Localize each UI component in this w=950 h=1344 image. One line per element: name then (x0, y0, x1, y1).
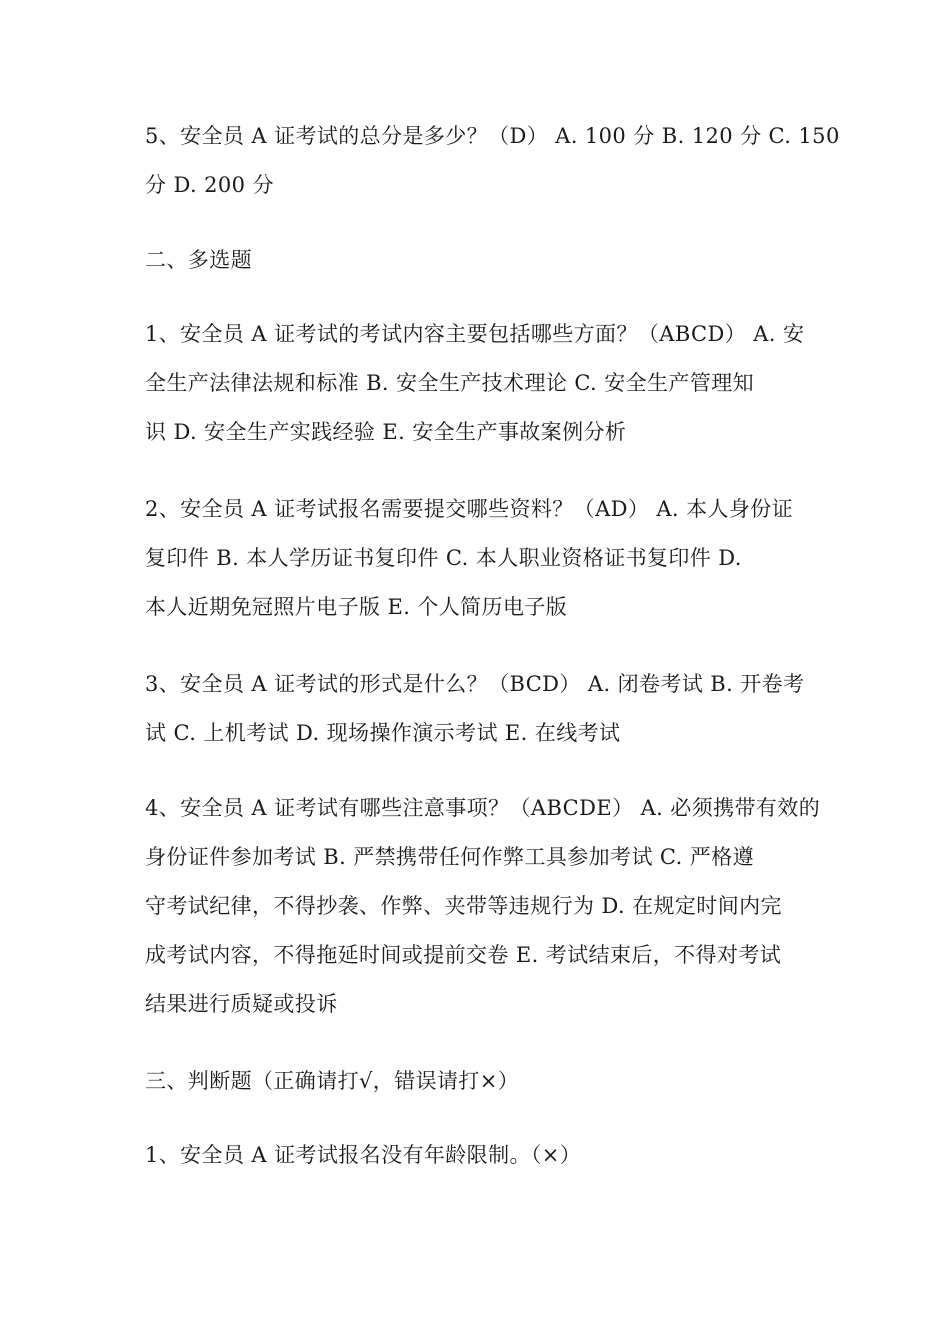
text-line: 试 C. 上机考试 D. 现场操作演示考试 E. 在线考试 (145, 721, 621, 745)
text-line: 1、安全员 A 证考试报名没有年龄限制。（×） (145, 1143, 582, 1167)
text-line: 识 D. 安全生产实践经验 E. 安全生产事故案例分析 (145, 420, 627, 444)
section-heading-multiple-choice (145, 236, 810, 285)
text-line: 身份证件参加考试 B. 严禁携带任何作弊工具参加考试 C. 严格遵 (145, 845, 755, 869)
text-line: 1、安全员 A 证考试的考试内容主要包括哪些方面？（ABCD） A. 安 (145, 322, 805, 346)
text-line: 2、安全员 A 证考试报名需要提交哪些资料？（AD） A. 本人身份证 (145, 497, 794, 521)
text-line: 二、多选题 (145, 248, 252, 272)
question-multiple-4 (145, 784, 821, 1029)
text-line: 全生产法律法规和标准 B. 安全生产技术理论 C. 安全生产管理知 (145, 371, 755, 395)
question-multiple-1 (145, 310, 810, 457)
text-line: 分 D. 200 分 (145, 173, 274, 197)
question-true-false-1 (145, 1131, 810, 1180)
text-line: 成考试内容，不得拖延时间或提前交卷 E. 考试结束后，不得对考试 (145, 943, 782, 967)
text-line: 复印件 B. 本人学历证书复印件 C. 本人职业资格证书复印件 D. (145, 546, 742, 570)
text-line: 本人近期免冠照片电子版 E. 个人简历电子版 (145, 595, 568, 619)
text-line: 守考试纪律，不得抄袭、作弊、夹带等违规行为 D. 在规定时间内完 (145, 894, 782, 918)
question-single-5 (145, 112, 840, 210)
question-multiple-2 (145, 485, 810, 632)
text-line: 结果进行质疑或投诉 (145, 992, 338, 1016)
section-heading-true-false (145, 1057, 810, 1106)
text-line: 3、安全员 A 证考试的形式是什么？（BCD） A. 闭卷考试 B. 开卷考 (145, 672, 805, 696)
text-line: 5、安全员 A 证考试的总分是多少？（D） A. 100 分 B. 120 分 C. 150 (145, 124, 840, 148)
question-multiple-3 (145, 660, 810, 758)
text-line: 4、安全员 A 证考试有哪些注意事项？（ABCDE） A. 必须携带有效的 (145, 796, 821, 820)
text-line: 三、判断题（正确请打√，错误请打×） (145, 1069, 520, 1093)
